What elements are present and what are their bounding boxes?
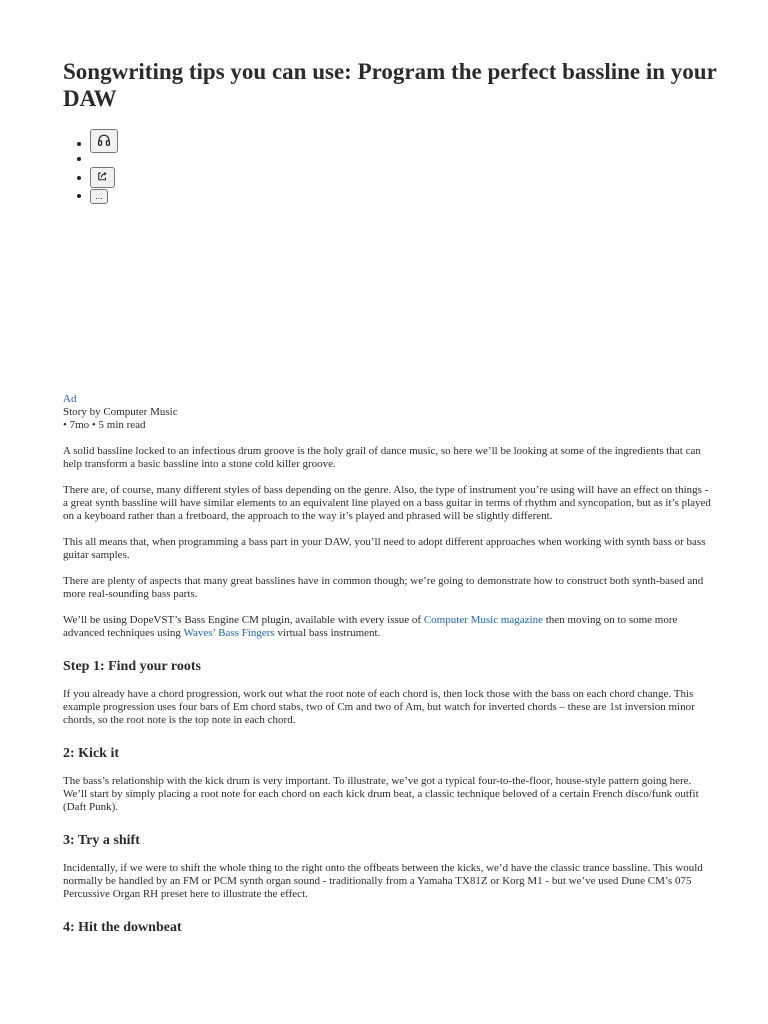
more-options-button[interactable]: ...	[90, 189, 108, 204]
action-item-more	[63, 188, 118, 205]
paragraph: This all means that, when programming a bass part in your DAW, you’ll need to adopt different approaches when working with synth bass or bass guitar samples.	[63, 536, 706, 561]
page-title: Songwriting tips you can use: Program the perfect bassline in your DAW	[63, 59, 717, 111]
paragraph-text: virtual bass instrument.	[274, 627, 381, 639]
paragraph: If you already have a chord progression, work out what the root note of each chord is, then lock those with the bass on each chord change. This example progression uses four bars of Em chord stabs, two of Cm and two of Am, but watch for inverted chords – these are 1st inversion minor chords, so the root note is the top note in each chord.	[63, 688, 695, 726]
action-item-empty	[63, 154, 118, 164]
paragraph: There are, of course, many different styles of bass depending on the genre. Also, the type of instrument you’re using will have an effect on things - a great synth bassline will have similar elements to an equivalent line played on a bass guitar in terms of rhythm and syncopation, but as it’s played on a keyboard rather than a fretboard, the approach to the way it’s played and phrased will be slightly different.	[63, 484, 711, 522]
paragraph-text: We’ll be using DopeVST’s Bass Engine CM plugin, available with every issue of	[63, 614, 424, 626]
action-item-share	[63, 164, 118, 188]
paragraph: The bass’s relationship with the kick drum is very important. To illustrate, we’ve got a typical four-to-the-floor, house-style pattern going here. We’ll start by simply placing a root note for each chord on each kick drum beat, a classic technique beloved of a certain French disco/funk outfit (Daft Punk).	[63, 775, 699, 813]
bass-fingers-link[interactable]: Waves’ Bass Fingers	[183, 627, 275, 639]
paragraph: A solid bassline locked to an infectious drum groove is the holy grail of dance music, so here we’ll be looking at some of the ingredients that can help transform a basic bassline into a stone cold killer groove.	[63, 445, 701, 470]
article-meta	[63, 393, 178, 432]
section-heading: 3: Try a shift	[63, 833, 140, 848]
share-icon	[96, 170, 109, 185]
computer-music-magazine-link[interactable]: Computer Music magazine	[423, 614, 543, 626]
section-heading: Step 1: Find your roots	[63, 659, 201, 674]
section-heading: 2: Kick it	[63, 746, 119, 761]
share-button[interactable]	[90, 167, 115, 188]
article-action-list	[63, 128, 118, 205]
article-body	[63, 445, 713, 949]
action-item-listen	[63, 128, 118, 154]
headphones-icon	[97, 133, 111, 150]
paragraph: There are plenty of aspects that many great basslines have in common though; we’re going to demonstrate how to construct both synth-based and more real-sounding bass parts.	[63, 575, 704, 600]
paragraph-with-links	[63, 614, 713, 640]
publish-meta: • 7mo • 5 min read	[63, 419, 146, 431]
byline: Story by Computer Music	[63, 406, 178, 418]
paragraph: Incidentally, if we were to shift the whole thing to the right onto the offbeats between the kicks, we’d have the classic trance bassline. This would normally be handled by an FM or PCM synth organ sound - traditionally from a Yamaha TX81Z or Korg M1 - but we’ve used Dune CM’s 075 Percussive Organ RH preset here to illustrate the effect.	[63, 862, 703, 900]
section-heading: 4: Hit the downbeat	[63, 920, 182, 935]
listen-button[interactable]	[90, 129, 118, 153]
ad-label-link[interactable]: Ad	[63, 393, 77, 405]
paragraph-text: then moving on to some more advanced techniques using	[63, 614, 678, 639]
